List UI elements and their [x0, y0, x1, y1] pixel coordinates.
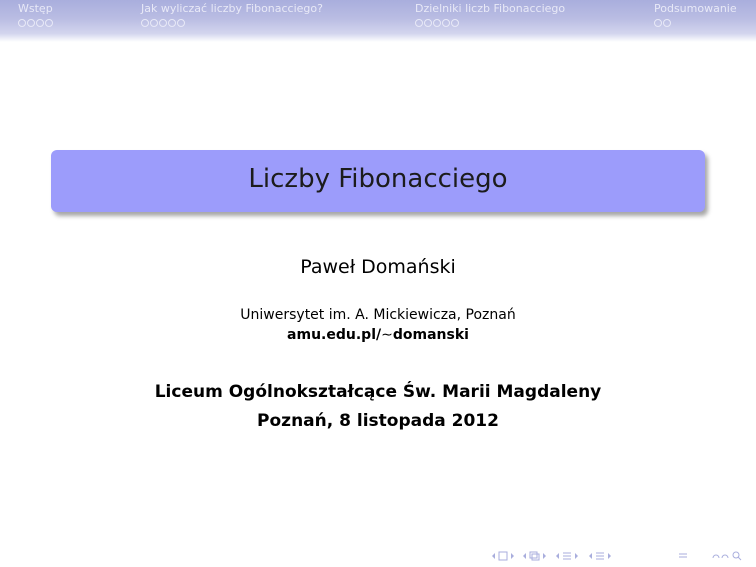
arrow-right-icon[interactable] — [608, 553, 611, 559]
nav-section-jak-wyliczac[interactable] — [141, 2, 323, 27]
title-box — [51, 150, 705, 212]
beamer-navigation-symbols — [491, 549, 751, 563]
appendix-icon[interactable] — [679, 554, 687, 557]
frame-dot[interactable] — [442, 19, 450, 27]
frame-dot[interactable] — [168, 19, 176, 27]
subsection-icon[interactable] — [530, 552, 539, 560]
presentation-date: Poznań, 8 listopada 2012 — [257, 411, 499, 431]
arrow-right-icon[interactable] — [511, 553, 514, 559]
frame-dots — [654, 19, 737, 27]
frame-dot[interactable] — [433, 19, 441, 27]
beamer-nav-svg — [491, 549, 751, 563]
institute: Uniwersytet im. A. Mickiewicza, Poznań — [240, 307, 516, 323]
section-navigation-bar — [0, 0, 756, 42]
frame-dot[interactable] — [150, 19, 158, 27]
frame-dots — [415, 19, 565, 27]
frame-dot[interactable] — [654, 19, 662, 27]
undo-redo-icon[interactable] — [713, 552, 741, 560]
arrow-right-icon[interactable] — [543, 553, 546, 559]
section-icon[interactable] — [596, 553, 604, 559]
nav-section-wstep[interactable] — [18, 2, 54, 27]
nav-section-podsumowanie[interactable] — [654, 2, 737, 27]
arrow-left-icon[interactable] — [589, 553, 592, 559]
frame-dot[interactable] — [36, 19, 44, 27]
frame-dots — [141, 19, 323, 27]
arrow-left-icon[interactable] — [523, 553, 526, 559]
frame-icon[interactable] — [499, 552, 507, 560]
frame-dot[interactable] — [159, 19, 167, 27]
website-user: domanski — [392, 327, 469, 343]
author-name: Paweł Domański — [300, 256, 456, 278]
frame-dot[interactable] — [415, 19, 423, 27]
website-domain: amu.edu.pl/ — [287, 327, 382, 343]
nav-section-title[interactable]: Jak wyliczać liczby Fibonacciego? — [141, 2, 323, 15]
arrow-left-icon[interactable] — [492, 553, 495, 559]
frame-dots — [18, 19, 54, 27]
frame-dot[interactable] — [27, 19, 35, 27]
arrow-left-icon[interactable] — [556, 553, 559, 559]
frame-dot[interactable] — [18, 19, 26, 27]
frame-dot[interactable] — [424, 19, 432, 27]
nav-section-title[interactable]: Wstęp — [18, 2, 53, 15]
presentation-title: Liczby Fibonacciego — [248, 164, 508, 194]
nav-section-dzielniki[interactable] — [415, 2, 565, 27]
frame-dot[interactable] — [663, 19, 671, 27]
frame-dot[interactable] — [45, 19, 53, 27]
nav-section-title[interactable]: Podsumowanie — [654, 2, 737, 15]
website-tilde: ∼ — [381, 327, 393, 343]
school-name: Liceum Ogólnokształcące Św. Marii Magdaleny — [154, 382, 602, 402]
arrow-right-icon[interactable] — [575, 553, 578, 559]
website — [0, 327, 756, 343]
section-icon[interactable] — [563, 553, 571, 559]
frame-dot[interactable] — [141, 19, 149, 27]
nav-section-title[interactable]: Dzielniki liczb Fibonacciego — [415, 2, 566, 15]
frame-dot[interactable] — [177, 19, 185, 27]
frame-dot[interactable] — [451, 19, 459, 27]
